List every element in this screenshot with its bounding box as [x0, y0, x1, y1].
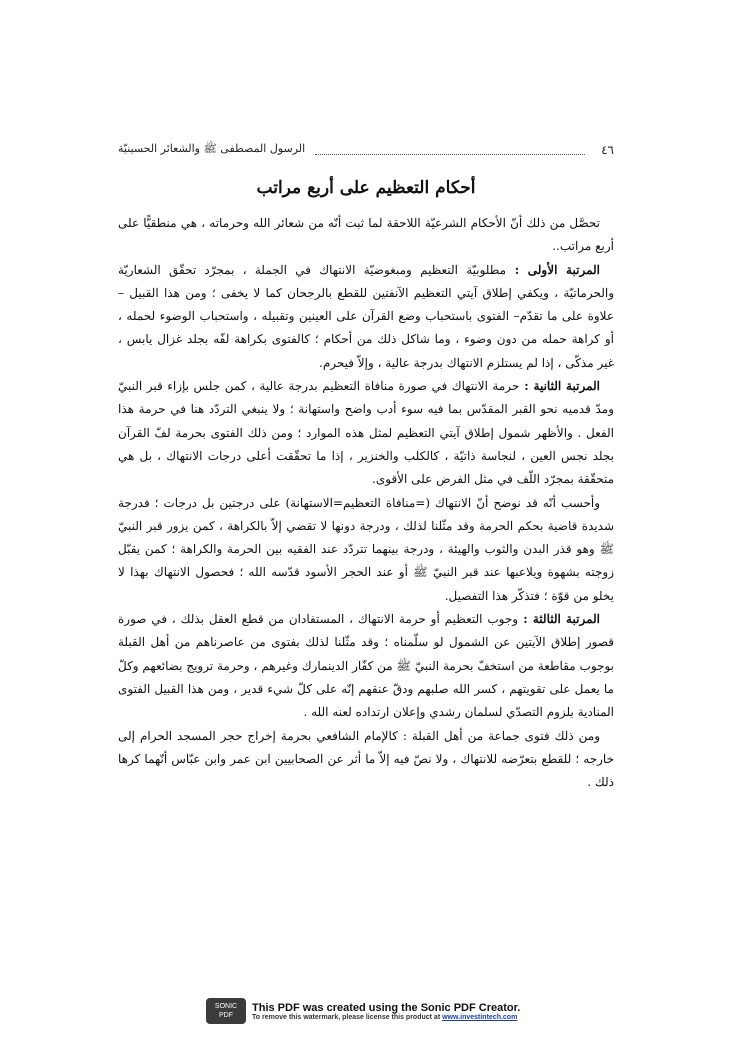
watermark-line-1: This PDF was created using the Sonic PDF Creator.: [252, 1001, 521, 1014]
paragraph: [118, 212, 614, 259]
page-number: ٤٦: [601, 143, 614, 157]
paragraph: [118, 725, 614, 795]
paragraph-text: تحصَّل من ذلك أنّ الأحكام الشرعيّة اللاحقة لما ثبت أنّه من شعائر الله وحرماته ، هي منطقيًّا على أربع مراتب..: [118, 216, 614, 254]
running-title: الرسول المصطفى ﷺ والشعائر الحسينيّة: [118, 142, 306, 155]
rank-label: المرتبة الثانية :: [519, 379, 600, 394]
body-text: [118, 212, 614, 794]
paragraph: [118, 259, 614, 375]
running-header: [118, 140, 614, 160]
license-link[interactable]: www.investintech.com: [442, 1013, 518, 1021]
paragraph: [118, 492, 614, 608]
paragraph: [118, 375, 614, 491]
rank-label: المرتبة الأولى :: [506, 262, 600, 277]
watermark-text: [252, 1002, 520, 1021]
rank-label: المرتبة الثالثة :: [518, 612, 600, 627]
paragraph-text: وجوب التعظيم أو حرمة الانتهاك ، المستفادان من قطع العقل بذلك ، في صورة قصور إطلاق الآيتين عن الشمول لو سلّمناه ؛ وقد مثّلنا لذلك بفتوى من عاصرناهم من أهل القبلة بوجوب مقاطعة من استخفّ بحرمة النبيّ ﷺ من كفّار الدينمارك وغيرهم ، وحرمة ترويج بضائعهم وكلّ ما يعمل على تقويتهم ، كسر الله صلبهم ودقّ عنقهم إنّه على كلّ شيء قدير ، ومن هذا القبيل الفتوى المنادية بلزوم التصدّي لسلمان رشدي وإعلان ارتداده لعنه الله .: [118, 612, 614, 720]
section-heading: أحكام التعظيم على أربع مراتب: [256, 178, 476, 198]
paragraph-text: وأحسب أنّه قد نوضح أنّ الانتهاك (=منافاة التعظيم=الاستهانة) على درجتين بل درجات ؛ فدرجة شديدة قاضية بحكم الحرمة وقد مثّلنا لذلك ، ودرجة دونها لا تقضي إلاّ بالكراهة ، كمن يزور قبر النبيّ ﷺ وهو قذر البدن والثوب والهيئة ، ودرجة بينهما تتردّد عند الفقيه بين الحرمة والكراهة ؛ كمن يقبّل زوجته بشهوة ويلاعبها عند قبر النبيّ ﷺ أو عند الحجر الأسود قدّسه الله ؛ فحصول الانتهاك بهذا لا يخلو من قوّة ؛ فتذكّر هذا التفصيل.: [118, 495, 614, 603]
paragraph-text: مطلوبيّة التعظيم ومبغوضيّة الانتهاك في الجملة ، بمجرّد تحقّق الشعاريّة والحرماتيّة ، ويكفي إطلاق آيتي التعظيم الآنفتين للقطع بالرجحان كما لا يخفى ؛ ومن هذا القبيل –علاوة على ما تقدّم– الفتوى باستحباب وضع القرآن على العينين وتقبيله ، واستحباب الوضوء لحمله ، أو كراهة حمله من دون وضوء ، وما شاكل ذلك من أحكام ؛ كالفتوى بكراهة لفّه بجلد غزال يابس ، غير مذكّى ، إذا لم يستلزم الانتهاك بدرجة عالية ، وإلاّ فيحرم.: [118, 262, 614, 370]
paragraph-text: حرمة الانتهاك في صورة منافاة التعظيم بدرجة عالية ، كمن جلس بإزاء قبر النبيّ ومدّ قدميه نحو القبر المقدّس بما فيه سوء أدب واضح واستهانة ؛ ولا ينبغي التردّد هنا في حرمة هذا الفعل . والأظهر شمول إطلاق آيتي التعظيم لمثل هذه الموارد ؛ ومن ذلك الفتوى بحرمة لفّ القرآن بجلد نجس العين ، لنجاسة ذاتيّة ، كالكلب والخنزير ، إذا ما تحقّقت أعلى درجات الانتهاك ، بل هي متحقّقة بمجرّد اللّف في مثل الفرض على الأقوى.: [118, 379, 615, 487]
header-dot-leader: [315, 146, 585, 155]
sonic-pdf-logo: SONIC PDF: [206, 998, 246, 1024]
paragraph-text: ومن ذلك فتوى جماعة من أهل القبلة : كالإمام الشافعي بحرمة إخراج حجر المسجد الحرام إلى خارجه ؛ للقطع بتعرّضه للانتهاك ، ولا نصّ فيه إلاّ ما أثر عن الصحابيين ابن عمر وابن عبّاس أنّهما كرها ذلك .: [118, 728, 614, 790]
watermark-line-2: To remove this watermark, please license this product at www.investintech.com: [252, 1013, 518, 1021]
pdf-creator-watermark: [206, 996, 536, 1026]
paragraph: [118, 608, 614, 724]
